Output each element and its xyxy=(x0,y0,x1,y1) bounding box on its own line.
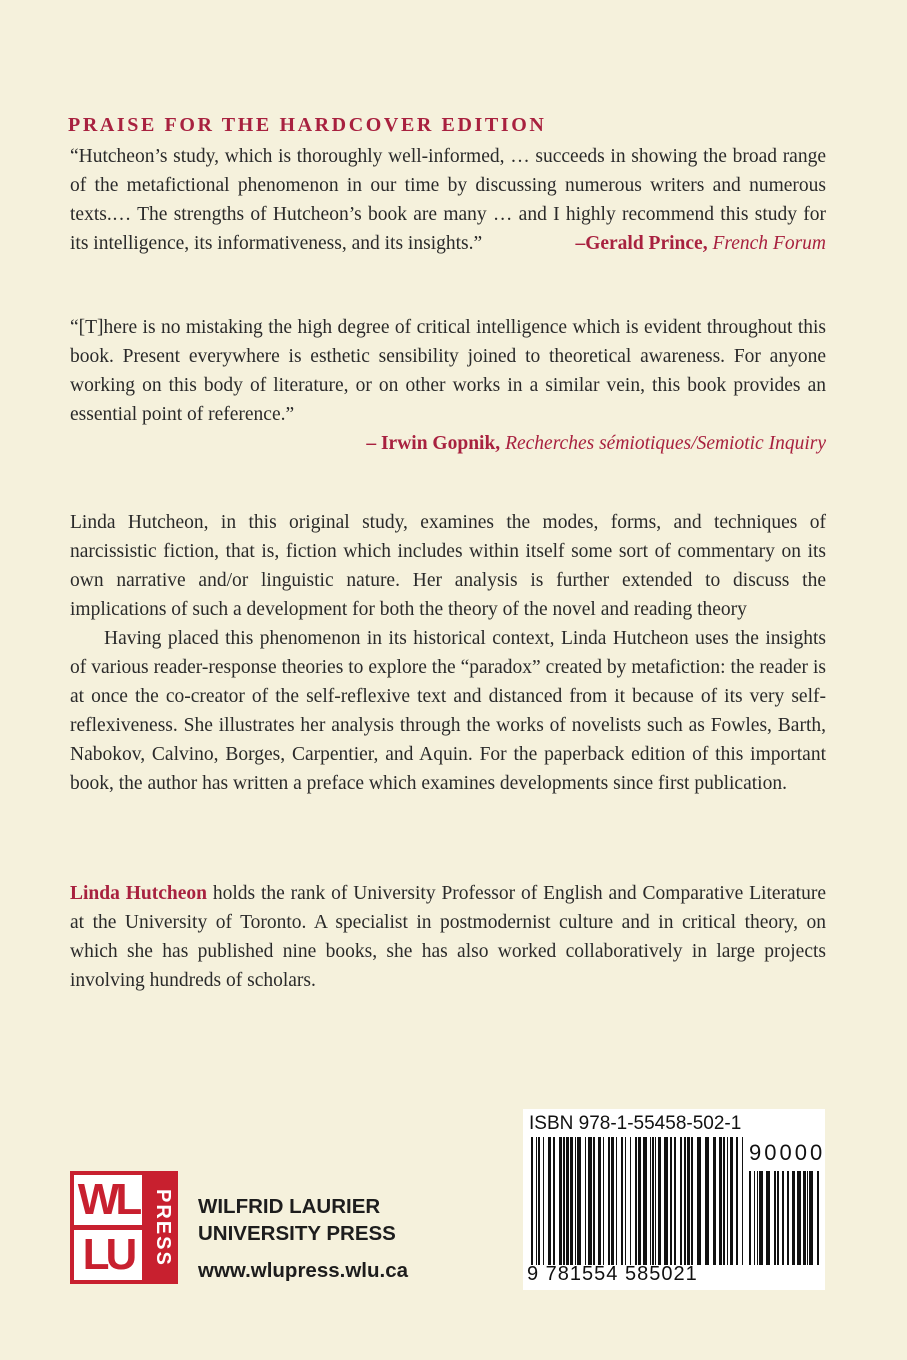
barcode-bar xyxy=(563,1137,565,1265)
barcode-bar xyxy=(658,1137,661,1265)
barcode-bar xyxy=(749,1171,751,1265)
book-description xyxy=(70,508,826,798)
quote-attribution xyxy=(70,429,826,458)
barcode-bar xyxy=(548,1137,551,1265)
barcode-bar xyxy=(736,1137,738,1265)
author-name: Linda Hutcheon xyxy=(70,883,207,904)
barcode-bar xyxy=(687,1137,690,1265)
barcode-bar xyxy=(809,1171,813,1265)
quote-text: “[T]here is no mistaking the high degree of critical intelligence which is evident throughout this book. Present everywhere is esthetic sensibility joined to theoretical awareness. For anyone working on this body of literature, or on other works in a similar vein, this book provides an essential point of reference.” xyxy=(70,317,826,425)
quote-author: –Gerald Prince, xyxy=(575,233,708,254)
barcode-bar xyxy=(774,1171,776,1265)
barcode-bar xyxy=(742,1137,743,1265)
barcode-bar xyxy=(680,1137,682,1265)
barcode-digits: 9 781554 585021 xyxy=(527,1263,698,1285)
barcode-bar xyxy=(652,1137,654,1265)
publisher-info xyxy=(198,1193,408,1284)
barcode-bar xyxy=(670,1137,672,1265)
barcode-bar xyxy=(588,1137,592,1265)
logo-letters xyxy=(74,1175,142,1280)
logo-letters-bottom: LU xyxy=(74,1230,142,1280)
barcode-bar xyxy=(635,1137,637,1265)
barcode-bar xyxy=(766,1171,770,1265)
isbn-text: ISBN 978-1-55458-502-1 xyxy=(529,1113,742,1134)
barcode-bar xyxy=(538,1137,540,1265)
barcode-bar xyxy=(727,1137,728,1265)
author-bio xyxy=(70,879,826,995)
barcode-bar xyxy=(621,1137,623,1265)
barcode-bar xyxy=(684,1137,686,1265)
barcode-bar xyxy=(797,1171,801,1265)
quote-text: “Hutcheon’s study, which is thoroughly well-informed, … succeeds in showing the broad range of the metafictional phenomenon in our time by discussing numerous writers and numerous texts.… The strengths of Hutcheon’s book are many … and I highly recommend this study for its intelligence, its informativeness, and its insights.” xyxy=(70,146,826,254)
barcode-bar xyxy=(585,1137,586,1265)
barcode-bar xyxy=(603,1137,604,1265)
barcode-bar xyxy=(608,1137,610,1265)
barcode-bar xyxy=(817,1171,819,1265)
barcode-bar xyxy=(697,1137,701,1265)
barcode-bar xyxy=(611,1137,614,1265)
barcode-bar xyxy=(803,1171,806,1265)
barcode-bar xyxy=(593,1137,595,1265)
barcode-bar xyxy=(754,1171,755,1265)
praise-quote xyxy=(70,313,826,458)
bio-text: holds the rank of University Professor of English and Comparative Literature at the University of Toronto. A specialist in postmodernist culture and in critical theory, on which she has published nine books, she has also worked collaboratively in large projects involving hundreds of scholars. xyxy=(70,883,826,991)
barcode-bar xyxy=(566,1137,569,1265)
description-paragraph: Having placed this phenomenon in its historical context, Linda Hutcheon uses the insights of various reader-response theories to explore the “paradox” created by metafiction: the reader is at once the co-creator of the self-reflexive text and distanced from it because of its very self-reflexiveness. She illustrates her analysis through the works of novelists such as Fowles, Barth, Nabokov, Calvino, Borges, Carpentier, and Aquin. For the paperback edition of this important book, the author has written a preface which examines developments since first publication. xyxy=(70,628,826,794)
barcode-bar xyxy=(536,1137,537,1265)
barcode-bar xyxy=(531,1137,533,1265)
praise-quote xyxy=(70,142,826,258)
barcode-bar xyxy=(630,1137,631,1265)
barcode-bar xyxy=(638,1137,641,1265)
publisher-url: www.wlupress.wlu.ca xyxy=(198,1259,408,1282)
description-paragraph: Linda Hutcheon, in this original study, examines the modes, forms, and techniques of narcissistic fiction, that is, fiction which includes within itself some sort of commentary on its own narrative and/or linguistic nature. Her analysis is further extended to discuss the implications of such a development for both the theory of the novel and reading theory xyxy=(70,512,826,620)
publisher-logo xyxy=(70,1171,178,1284)
barcode-bar xyxy=(616,1137,617,1265)
barcode-bars xyxy=(531,1137,743,1265)
barcode-bar xyxy=(625,1137,626,1265)
quote-source: Recherches sémiotiques/Semiotic Inquiry xyxy=(505,433,826,454)
barcode-bar xyxy=(807,1171,808,1265)
quote-source: French Forum xyxy=(712,233,826,254)
barcode-bar xyxy=(559,1137,562,1265)
price-barcode-bars xyxy=(749,1171,819,1265)
barcode-bar xyxy=(757,1171,758,1265)
quote-author: – Irwin Gopnik, xyxy=(366,433,501,454)
barcode-bar xyxy=(664,1137,668,1265)
barcode-bar xyxy=(723,1137,725,1265)
barcode-bar xyxy=(759,1171,763,1265)
barcode-bar xyxy=(705,1137,709,1265)
barcode-bar xyxy=(553,1137,555,1265)
barcode-bar xyxy=(777,1171,779,1265)
barcode-bar xyxy=(782,1171,784,1265)
publisher-name-line2: UNIVERSITY PRESS xyxy=(198,1222,396,1245)
barcode-bar xyxy=(730,1137,733,1265)
praise-heading: PRAISE FOR THE HARDCOVER EDITION xyxy=(68,114,547,136)
barcode-bar xyxy=(598,1137,601,1265)
barcode-bar xyxy=(713,1137,716,1265)
barcode-bar xyxy=(691,1137,693,1265)
barcode-bar xyxy=(575,1137,576,1265)
publisher-name-line1: WILFRID LAURIER xyxy=(198,1195,381,1218)
isbn-barcode xyxy=(523,1109,825,1290)
barcode-bar xyxy=(543,1137,544,1265)
barcode-bar xyxy=(655,1137,656,1265)
barcode-bar xyxy=(787,1171,789,1265)
barcode-bar xyxy=(570,1137,573,1265)
barcode-bar xyxy=(674,1137,676,1265)
barcode-bar xyxy=(650,1137,651,1265)
barcode-bar xyxy=(792,1171,795,1265)
logo-letters-top: WL xyxy=(74,1175,142,1225)
logo-press-text: PRESS xyxy=(152,1188,174,1267)
barcode-bar xyxy=(643,1137,647,1265)
barcode-bar xyxy=(719,1137,722,1265)
barcode-bar xyxy=(577,1137,581,1265)
price-code: 90000 xyxy=(749,1140,826,1165)
